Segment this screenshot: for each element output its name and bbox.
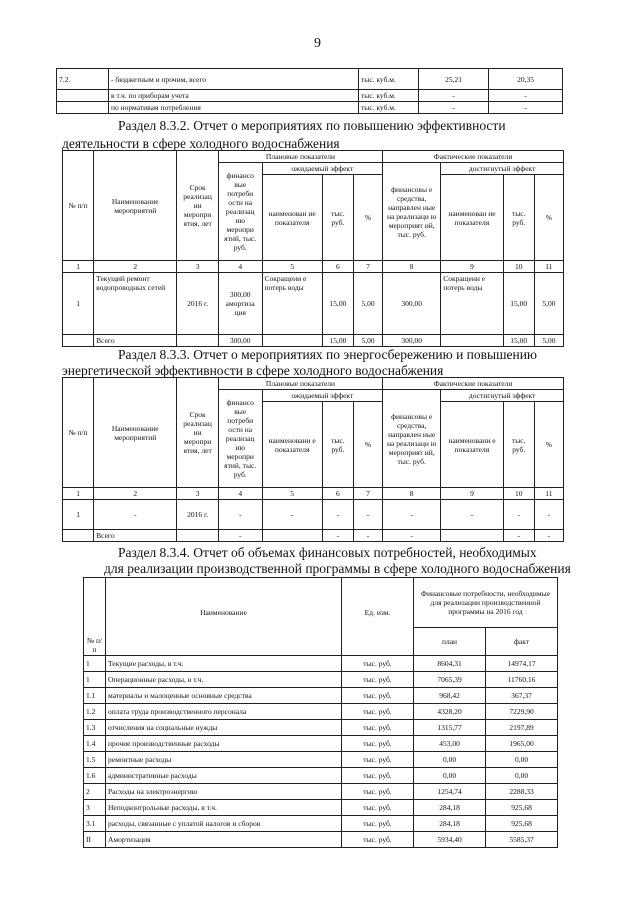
column-number: 3 <box>177 488 219 500</box>
row-fact: 367,37 <box>486 688 558 704</box>
row-fact: 2197,89 <box>486 720 558 736</box>
row-number: 1.4 <box>84 736 106 752</box>
row-number <box>57 90 109 102</box>
column-number: 8 <box>383 488 441 500</box>
column-number: 2 <box>94 261 177 273</box>
row-fact: - <box>489 102 563 114</box>
efficiency-events-table <box>62 150 564 347</box>
row-name: расходы, связанные с уплатой налогов и сборов <box>106 816 342 832</box>
row-plan: 284,18 <box>414 816 486 832</box>
row-plan-amount: - <box>322 500 353 530</box>
row-number: 1.5 <box>84 752 106 768</box>
total-row <box>63 530 564 542</box>
row-fact: 0,00 <box>486 752 558 768</box>
row-fact: 1965,00 <box>486 736 558 752</box>
total-fact-financing: 300,00 <box>383 335 441 347</box>
total-plan-percent: - <box>353 530 382 542</box>
row-unit: тыс. руб. <box>342 768 414 784</box>
table-row <box>84 704 558 720</box>
col-fact-financing: финансовы е средства, направлен ные на реализаци ю мероприят ий, тыс. руб. <box>383 163 441 261</box>
financial-needs-table <box>83 577 558 848</box>
row-name: Операционные расходы, в т.ч. <box>106 672 342 688</box>
table-row <box>84 672 558 688</box>
table-row <box>57 69 563 90</box>
row-fact: 925,68 <box>486 800 558 816</box>
row-number: II <box>84 832 106 848</box>
table-row <box>57 102 563 114</box>
row-unit: тыс. куб.м. <box>359 102 419 114</box>
column-number: 4 <box>218 261 262 273</box>
row-fact-percent: - <box>534 500 563 530</box>
col-name: Наименование мероприятий <box>94 151 177 261</box>
col-fact-amount: тыс. руб. <box>503 175 534 261</box>
col-unit: Ед. изм. <box>342 578 414 656</box>
col-plan: план <box>414 628 486 656</box>
row-number: 1 <box>84 656 106 672</box>
column-number: 3 <box>177 261 219 273</box>
col-fact-percent: % <box>534 175 563 261</box>
row-number: 2 <box>84 784 106 800</box>
row-fact-indicator: - <box>441 500 503 530</box>
row-number: 1 <box>84 672 106 688</box>
col-term: Срок реализац ии меропри ятия, лет <box>177 151 219 261</box>
total-fact-percent: - <box>534 530 563 542</box>
row-fact: 11760,16 <box>486 672 558 688</box>
row-unit: тыс. куб.м. <box>359 90 419 102</box>
row-name: по нормативам потребления <box>109 102 359 114</box>
total-label: Всего <box>94 530 177 542</box>
row-fact-financing: - <box>383 500 441 530</box>
col-plan-indicator: наименовани е показателя <box>262 402 322 488</box>
row-fact: 7229,90 <box>486 704 558 720</box>
row-term: 2016 г. <box>177 273 219 335</box>
row-fact-amount: 15,00 <box>503 273 534 335</box>
table-row <box>63 500 564 530</box>
row-fact: 2288,33 <box>486 784 558 800</box>
row-plan: 1315,77 <box>414 720 486 736</box>
row-unit: тыс. руб. <box>342 656 414 672</box>
total-fact-amount: - <box>503 530 534 542</box>
row-unit: тыс. руб. <box>342 816 414 832</box>
plan-group-header: Плановые показатели <box>218 151 382 163</box>
fact-group-header: Фактические показатели <box>383 378 564 390</box>
table-row <box>84 768 558 784</box>
col-fact-percent: % <box>534 402 563 488</box>
row-number: 1.2 <box>84 704 106 720</box>
row-term: 2016 г. <box>177 500 219 530</box>
row-fact: 14974,17 <box>486 656 558 672</box>
col-plan-financing: финансо вые потреби ости на реализац ию меропри ятий, тыс. руб. <box>218 390 262 488</box>
col-fact-indicator: наименовани е показателя <box>441 402 503 488</box>
col-fact-indicator: наименован ие показателя <box>441 175 503 261</box>
section-heading-833-line2: энергетической эффективности в сфере холодного водоснабжения <box>62 363 444 378</box>
row-plan: - <box>419 90 489 102</box>
row-plan: 4328,20 <box>414 704 486 720</box>
row-plan: 5934,40 <box>414 832 486 848</box>
row-name: Неподконтрольные расходы, в т.ч. <box>106 800 342 816</box>
expected-effect-header: ожидаемый эффект <box>262 390 383 402</box>
total-plan-percent: 5,00 <box>353 335 382 347</box>
row-unit: тыс. руб. <box>342 720 414 736</box>
col-plan-amount: тыс. руб. <box>322 402 353 488</box>
column-number: 8 <box>383 261 441 273</box>
row-number: 7.2. <box>57 69 109 90</box>
achieved-effect-header: достигнутый эффект <box>441 390 564 402</box>
row-plan-indicator: Сокращени е потерь воды <box>262 273 322 335</box>
row-name: отчисления на социальные нужды <box>106 720 342 736</box>
row-name: Текущий ремонт водопроводных сетей <box>94 273 177 335</box>
column-number: 5 <box>262 488 322 500</box>
table-row <box>84 784 558 800</box>
column-number: 7 <box>353 488 382 500</box>
row-name: оплата труда производственного персонала <box>106 704 342 720</box>
column-number: 1 <box>63 488 94 500</box>
table-row <box>84 800 558 816</box>
row-number: 1 <box>63 500 94 530</box>
row-plan: 0,00 <box>414 768 486 784</box>
row-plan: 1254,74 <box>414 784 486 800</box>
col-term: Срок реализац ии меропри ятия, лет <box>177 378 219 488</box>
row-name: материалы и малоценные основные средства <box>106 688 342 704</box>
col-plan-financing: финансо вые потреби ости на реализац ию меропри ятий, тыс. руб. <box>218 163 262 261</box>
row-number: 1 <box>63 273 94 335</box>
row-number <box>57 102 109 114</box>
column-number: 6 <box>322 488 353 500</box>
total-fact-financing: - <box>383 530 441 542</box>
row-number: 1.1 <box>84 688 106 704</box>
row-unit: тыс. руб. <box>342 736 414 752</box>
row-fact-percent: 5,00 <box>534 273 563 335</box>
column-number: 10 <box>503 488 534 500</box>
consumption-table-fragment <box>56 68 563 114</box>
column-number: 7 <box>353 261 382 273</box>
row-fact-financing: 300,00 <box>383 273 441 335</box>
row-number: 3 <box>84 800 106 816</box>
row-name: ремонтные расходы <box>106 752 342 768</box>
table-row <box>84 688 558 704</box>
row-unit: тыс. куб.м. <box>359 69 419 90</box>
col-plan-percent: % <box>353 175 382 261</box>
table-row <box>63 273 564 335</box>
row-name: в т.ч. по приборам учета <box>109 90 359 102</box>
col-fact: факт <box>486 628 558 656</box>
row-plan: 25,21 <box>419 69 489 90</box>
row-plan: 284,18 <box>414 800 486 816</box>
row-fact-indicator: Сокращени е потерь воды <box>441 273 503 335</box>
column-number: 1 <box>63 261 94 273</box>
row-fact-amount: - <box>503 500 534 530</box>
energy-saving-events-table <box>62 377 564 542</box>
total-label: Всего <box>94 335 177 347</box>
row-plan-percent: 5,00 <box>353 273 382 335</box>
row-name: Амортизация <box>106 832 342 848</box>
total-plan-financing: 300,00 <box>218 335 262 347</box>
col-name: Наименование <box>106 578 342 656</box>
column-number: 11 <box>534 488 563 500</box>
col-fact-amount: тыс. руб. <box>503 402 534 488</box>
col-name: Наименование мероприятий <box>94 378 177 488</box>
table-row <box>84 816 558 832</box>
row-unit: тыс. руб. <box>342 752 414 768</box>
row-unit: тыс. руб. <box>342 704 414 720</box>
row-fact: 925,68 <box>486 816 558 832</box>
row-unit: тыс. руб. <box>342 688 414 704</box>
row-plan: 7065,39 <box>414 672 486 688</box>
total-plan-amount: 15,00 <box>322 335 353 347</box>
row-fact: 20,35 <box>489 69 563 90</box>
table-row <box>84 832 558 848</box>
row-name: - бюджетным и прочим, всего <box>109 69 359 90</box>
column-number: 2 <box>94 488 177 500</box>
row-plan: 8604,31 <box>414 656 486 672</box>
plan-group-header: Плановые показатели <box>218 378 382 390</box>
col-plan-percent: % <box>353 402 382 488</box>
col-plan-indicator: наименован ие показателя <box>262 175 322 261</box>
col-plan-amount: тыс. руб. <box>322 175 353 261</box>
column-number: 9 <box>441 488 503 500</box>
col-fact-financing: финансовы е средства, направлен ные на реализаци ю мероприят ий, тыс. руб. <box>383 390 441 488</box>
row-plan: 453,00 <box>414 736 486 752</box>
fact-group-header: Фактические показатели <box>383 151 564 163</box>
section-heading-834-line2: для реализации производственной программы в сфере холодного водоснабжения <box>104 561 571 576</box>
table-row <box>84 736 558 752</box>
column-number: 11 <box>534 261 563 273</box>
row-number: 3.1 <box>84 816 106 832</box>
row-plan: - <box>419 102 489 114</box>
row-number: 1.6 <box>84 768 106 784</box>
row-fact: 5585,37 <box>486 832 558 848</box>
expected-effect-header: ожидаемый эффект <box>262 163 383 175</box>
row-name: административные расходы <box>106 768 342 784</box>
row-plan: 968,42 <box>414 688 486 704</box>
row-fact: 0,00 <box>486 768 558 784</box>
col-number: № п/п <box>84 578 106 656</box>
col-number: № п/п <box>63 378 94 488</box>
achieved-effect-header: достигнутый эффект <box>441 163 564 175</box>
row-plan: 0,00 <box>414 752 486 768</box>
row-unit: тыс. руб. <box>342 784 414 800</box>
financial-needs-group-header: Финансовые потребности, необходимые для реализации производственной программы на 2016 год <box>414 578 558 628</box>
table-row <box>57 90 563 102</box>
total-fact-percent: 5,00 <box>534 335 563 347</box>
total-row <box>63 335 564 347</box>
column-number: 9 <box>441 261 503 273</box>
column-number: 5 <box>262 261 322 273</box>
total-plan-financing: - <box>218 530 262 542</box>
table-row <box>84 720 558 736</box>
column-numbers-row <box>63 261 564 273</box>
section-heading-833: Раздел 8.3.3. Отчет о мероприятиях по энергосбережению и повышению <box>118 347 538 362</box>
row-plan-indicator: - <box>262 500 322 530</box>
section-heading-834: Раздел 8.3.4. Отчет об объемах финансовых потребностей, необходимых <box>118 545 537 560</box>
column-number: 4 <box>218 488 262 500</box>
row-plan-amount: 15,00 <box>322 273 353 335</box>
col-number: № п/п <box>63 151 94 261</box>
row-unit: тыс. руб. <box>342 800 414 816</box>
row-unit: тыс. руб. <box>342 832 414 848</box>
table-row <box>84 656 558 672</box>
row-name: Текущие расходы, в т.ч. <box>106 656 342 672</box>
section-heading-832-line2: деятельности в сфере холодного водоснабжения <box>62 136 340 151</box>
page-number: 9 <box>314 36 321 51</box>
row-name: Расходы на электроэнергию <box>106 784 342 800</box>
column-numbers-row <box>63 488 564 500</box>
total-plan-amount: - <box>322 530 353 542</box>
row-name: - <box>94 500 177 530</box>
column-number: 10 <box>503 261 534 273</box>
total-fact-amount: 15,00 <box>503 335 534 347</box>
row-plan-percent: - <box>353 500 382 530</box>
row-plan-financing: 300,00 амортиза ция <box>218 273 262 335</box>
row-unit: тыс. руб. <box>342 672 414 688</box>
table-row <box>84 752 558 768</box>
section-heading-832: Раздел 8.3.2. Отчет о мероприятиях по повышению эффективности <box>118 118 506 133</box>
row-name: прочие производственные расходы <box>106 736 342 752</box>
row-fact: - <box>489 90 563 102</box>
row-number: 1.3 <box>84 720 106 736</box>
row-plan-financing: - <box>218 500 262 530</box>
column-number: 6 <box>322 261 353 273</box>
